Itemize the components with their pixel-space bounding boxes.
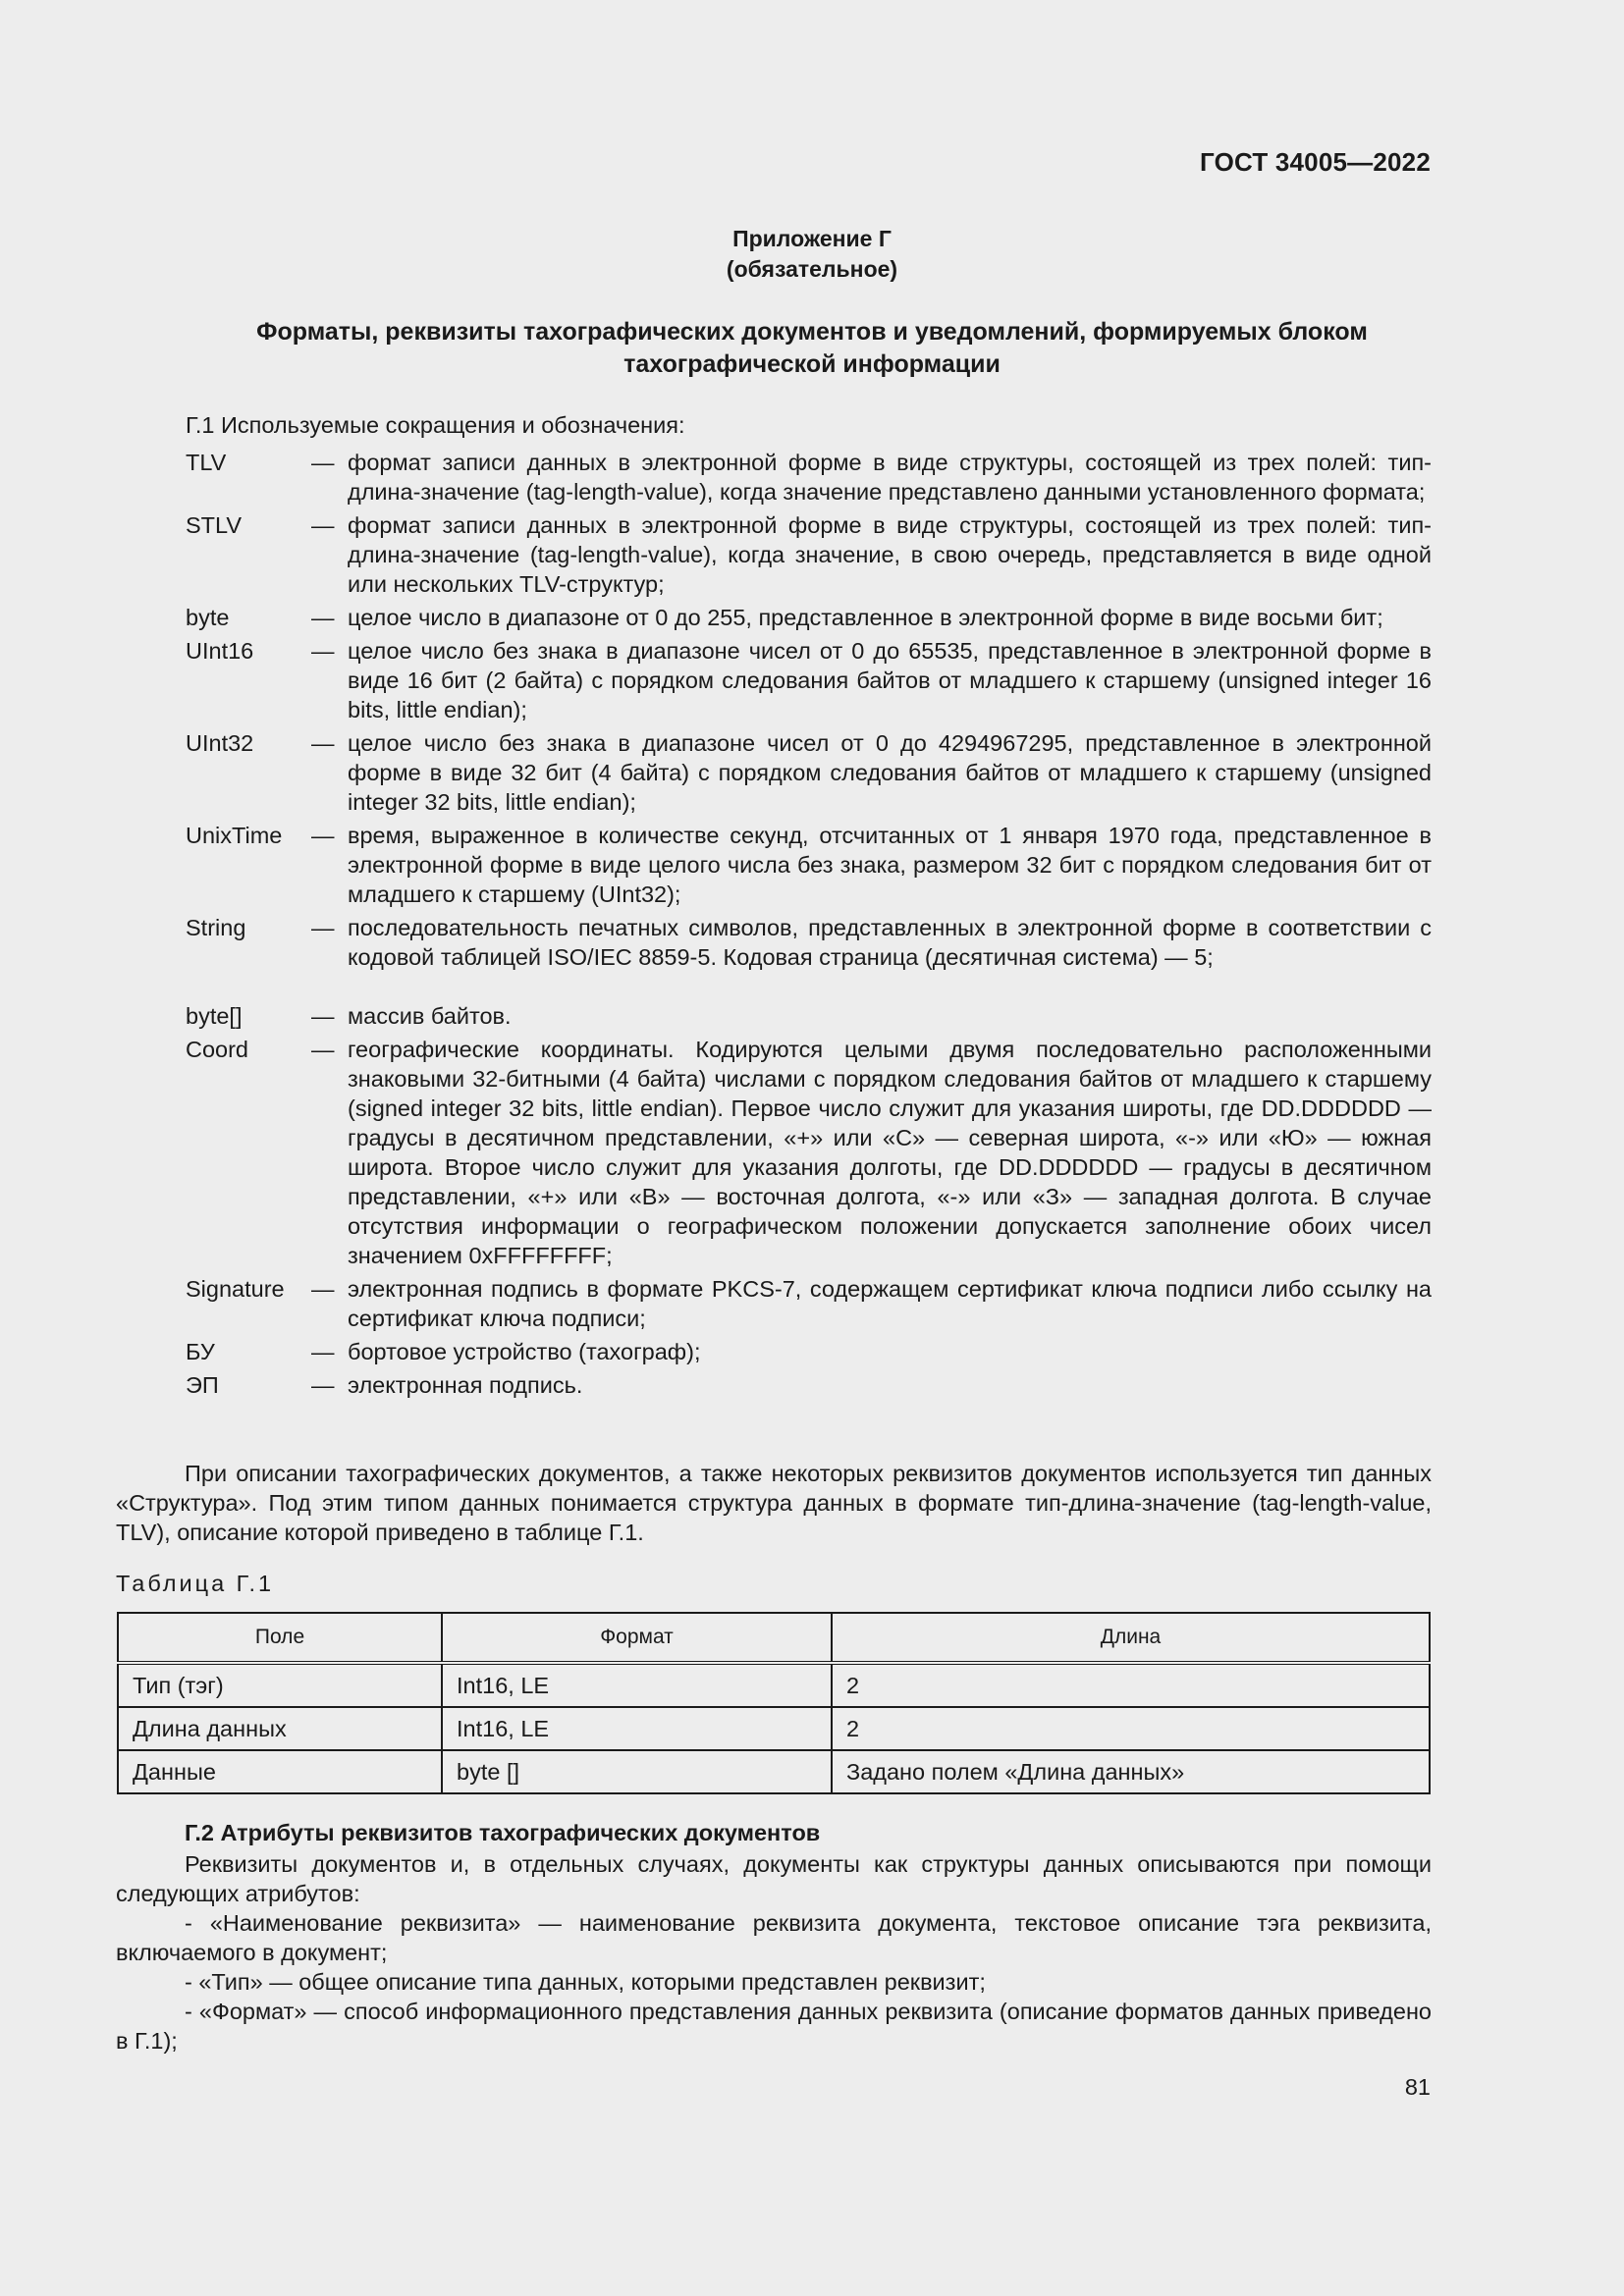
table-cell: Задано полем «Длина данных» <box>832 1750 1430 1793</box>
abbreviation-term: byte[] <box>186 1003 243 1029</box>
appendix-heading <box>0 224 1624 285</box>
abbreviation-item <box>186 1001 1432 1031</box>
abbreviation-definition: целое число без знака в диапазоне чисел от 0 до 65535, представленное в электронной форме в виде 16 бит (2 байта) с порядком следования байтов от младшего к старшему (unsigned integer 16 bits, little endian); <box>348 638 1432 722</box>
abbreviation-definition: время, выраженное в количестве секунд, отсчитанных от 1 января 1970 года, представленное в электронной форме в виде целого числа без знака, размером 32 бит с порядком следования бит от младшего к старшему (UInt32); <box>348 823 1432 907</box>
abbreviation-dash: — <box>311 730 335 756</box>
section-2-paragraph: - «Формат» — способ информационного представления данных реквизита (описание форматов данных приведено в Г.1); <box>116 1999 1432 2054</box>
abbreviation-dash: — <box>311 823 335 848</box>
table-cell: Данные <box>118 1750 442 1793</box>
abbreviation-definition: массив байтов. <box>348 1003 512 1029</box>
abbreviation-definition: последовательность печатных символов, представленных в электронной форме в соответствии с кодовой таблицей ISO/IEC 8859-5. Кодовая страница (десятичная система) — 5; <box>348 915 1432 970</box>
abbreviation-dash: — <box>311 1372 335 1398</box>
abbreviation-term: UnixTime <box>186 823 283 848</box>
document-title-line: Форматы, реквизиты тахографических документов и уведомлений, формируемых блоком <box>256 318 1368 346</box>
document-title-line: тахографической информации <box>623 350 1001 378</box>
table-cell: 2 <box>832 1663 1430 1707</box>
abbreviation-term: STLV <box>186 512 243 538</box>
document-title <box>118 316 1506 381</box>
tlv-table <box>117 1612 1431 1794</box>
abbreviation-dash: — <box>311 915 335 940</box>
column-header: Поле <box>118 1613 442 1663</box>
abbreviation-term: String <box>186 915 246 940</box>
abbreviation-term: БУ <box>186 1339 215 1364</box>
section-2-paragraph: - «Наименование реквизита» — наименование реквизита документа, текстовое описание тэга реквизита, включаемого в документ; <box>116 1910 1432 1965</box>
abbreviation-definition: целое число без знака в диапазоне чисел от 0 до 4294967295, представленное в электронной форме в виде 32 бит (4 байта) с порядком следования байтов от младшего к старшему (unsigned integer 32 bits, little endian); <box>348 730 1432 815</box>
abbreviation-term: byte <box>186 605 230 630</box>
abbreviation-definition: географические координаты. Кодируются целыми двумя последовательно расположенными знаковыми 32-битными (4 байта) числами с порядком следования байтов от младшего к старшему (signed integer 32 bits, little endian). Первое число служит для указания широты, где DD.DDDDDD — градусы в десятичном представлении, «+» или «С» — северная широта, «-» или «Ю» — южная широта. Второе число служит для указания долготы, где DD.DDDDDD — градусы в десятичном представлении, «+» или «В» — восточная долгота, «-» или «З» — западная долгота. В случае отсутствия информации о географическом положении допускается заполнение обоих чисел значением 0xFFFFFFFF; <box>348 1037 1432 1268</box>
abbreviation-item <box>186 1274 1432 1333</box>
table-cell: Длина данных <box>118 1707 442 1750</box>
abbreviation-item <box>186 913 1432 972</box>
abbreviation-definition: формат записи данных в электронной форме в виде структуры, состоящей из трех полей: тип-длина-значение (tag-length-value), когда значение представлено данными установленного формата; <box>348 450 1432 505</box>
abbreviation-item <box>186 1035 1432 1270</box>
abbreviation-dash: — <box>311 605 335 630</box>
structure-paragraph: При описании тахографических документов, а также некоторых реквизитов документов используется тип данных «Структура». Под этим типом данных понимается структура данных в формате тип-длина-значение (tag-length-value, TLV), описание которой приведено в таблице Г.1. <box>116 1461 1432 1545</box>
table-cell: 2 <box>832 1707 1430 1750</box>
abbreviation-dash: — <box>311 450 335 475</box>
abbreviation-definition: бортовое устройство (тахограф); <box>348 1339 701 1364</box>
appendix-subtitle: (обязательное) <box>726 256 898 282</box>
abbreviation-item <box>186 448 1432 507</box>
abbreviation-term: Signature <box>186 1276 285 1302</box>
column-header: Формат <box>442 1613 832 1663</box>
appendix-title: Приложение Г <box>732 226 892 251</box>
section-1-intro: Г.1 Используемые сокращения и обозначения: <box>186 412 685 438</box>
table-row <box>118 1707 1430 1750</box>
structure-paragraph-block <box>116 1459 1432 1547</box>
table-row <box>118 1663 1430 1707</box>
abbreviation-item <box>186 821 1432 909</box>
abbreviation-term: TLV <box>186 450 227 475</box>
table-cell: Int16, LE <box>442 1663 832 1707</box>
abbreviation-dash: — <box>311 1276 335 1302</box>
standard-header: ГОСТ 34005—2022 <box>1200 147 1431 177</box>
abbreviation-term: UInt32 <box>186 730 254 756</box>
abbreviation-item <box>186 636 1432 724</box>
abbreviation-definition: целое число в диапазоне от 0 до 255, представленное в электронной форме в виде восьми бит; <box>348 605 1383 630</box>
section-2-paragraph: - «Тип» — общее описание типа данных, которыми представлен реквизит; <box>185 1969 986 1995</box>
abbreviation-definition: электронная подпись. <box>348 1372 583 1398</box>
table-caption: Таблица Г.1 <box>116 1571 275 1596</box>
section-2-title: Г.2 Атрибуты реквизитов тахографических документов <box>185 1820 821 1845</box>
section-2-paragraph: Реквизиты документов и, в отдельных случаях, документы как структуры данных описываются при помощи следующих атрибутов: <box>116 1851 1432 1906</box>
abbreviation-dash: — <box>311 1037 335 1062</box>
table-row <box>118 1750 1430 1793</box>
abbreviation-dash: — <box>311 638 335 664</box>
abbreviation-dash: — <box>311 1339 335 1364</box>
abbreviation-item <box>186 603 1432 632</box>
table-cell: Тип (тэг) <box>118 1663 442 1707</box>
abbreviation-definition: формат записи данных в электронной форме в виде структуры, состоящей из трех полей: тип-длина-значение (tag-length-value), когда значение, в свою очередь, представляется в виде одной или нескольких TLV-структур; <box>348 512 1432 597</box>
abbreviation-term: ЭП <box>186 1372 219 1398</box>
abbreviation-list <box>186 448 1432 1404</box>
table-cell: Int16, LE <box>442 1707 832 1750</box>
page-number: 81 <box>1404 2074 1431 2100</box>
abbreviation-item <box>186 1370 1432 1400</box>
column-header: Длина <box>832 1613 1430 1663</box>
abbreviation-dash: — <box>311 512 335 538</box>
abbreviation-item <box>186 510 1432 599</box>
section-2 <box>116 1818 1432 2056</box>
abbreviation-item <box>186 1337 1432 1366</box>
table-header-row <box>118 1613 1430 1663</box>
table-cell: byte [] <box>442 1750 832 1793</box>
abbreviation-dash: — <box>311 1003 335 1029</box>
abbreviation-term: UInt16 <box>186 638 254 664</box>
abbreviation-term: Coord <box>186 1037 249 1062</box>
abbreviation-item <box>186 728 1432 817</box>
abbreviation-definition: электронная подпись в формате PKCS-7, содержащем сертификат ключа подписи либо ссылку на сертификат ключа подписи; <box>348 1276 1432 1331</box>
